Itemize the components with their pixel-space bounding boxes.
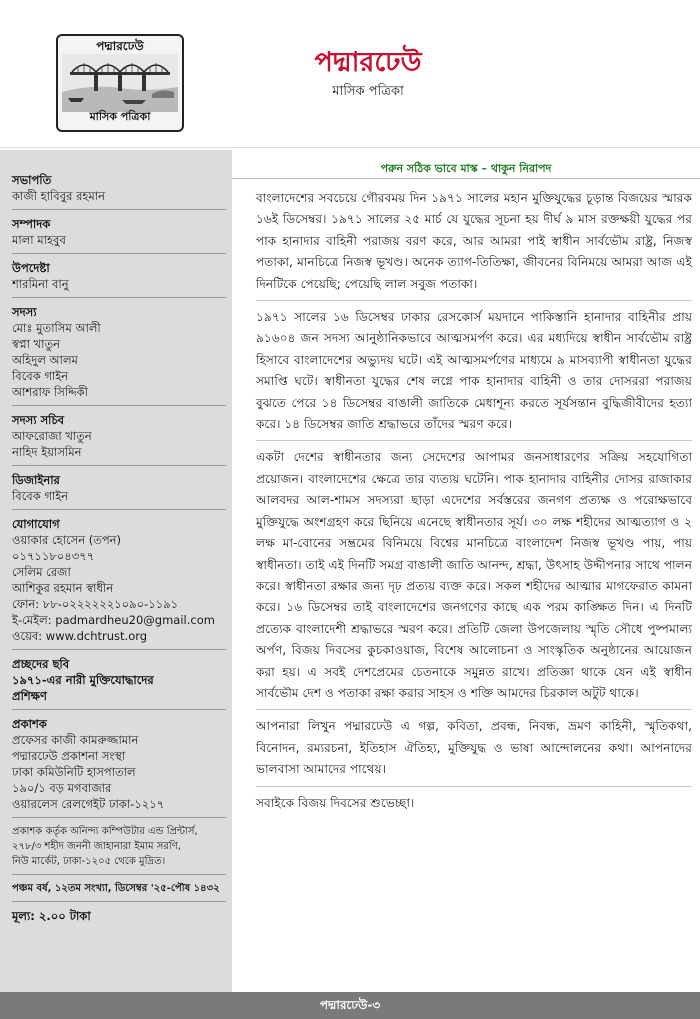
paragraph-divider	[256, 300, 692, 301]
magazine-title: পদ্মারঢেউ	[314, 47, 422, 78]
price: মূল্য: ২.০০ টাকা	[12, 909, 91, 923]
secretary-name: নাহিদ ইয়াসমিন	[12, 445, 82, 459]
paragraph-divider	[256, 786, 692, 787]
logo-title: পদ্মারঢেউ	[96, 39, 144, 53]
member-name: অহিদুল আলম	[12, 353, 78, 367]
mask-slogan: পরুন সঠিক ভাবে মাস্ক – থাকুন নিরাপদ	[380, 162, 552, 175]
sidebar-divider	[12, 509, 226, 510]
editorial-sidebar	[0, 150, 232, 992]
article-paragraph: বাংলাদেশের সবচেয়ে গৌরবময় দিন ১৯৭১ সালের মহান মুক্তিযুদ্ধের চূড়ান্ত বিজয়ের স্মারক ১৬ই ডিসেম্বর। ১৯৭১ সালের ২৫ মার্চ যে যুদ্ধের সূচনা হয় দীর্ঘ ৯ মাস রক্তক্ষয়ী যুদ্ধের পর পাক হানাদার বাহিনী পরাজয় বরণ করে, আর আমরা পাই স্বাধীন সার্বভৌম রাষ্ট্র, নিজস্ব পতাকা, মানচিত্রে নিজস্ব ভূখণ্ড। অনেক ত্যাগ-তিতিক্ষা, জীবনের বিনিময়ে আমরা আজ এই দিনটিকে পেয়েছি; পেয়েছি লাল সবুজ পতাকা।	[256, 191, 692, 291]
secretary-name: আফরোজা খাতুন	[12, 429, 92, 443]
article-paragraph: ১৯৭১ সালের ১৬ ডিসেম্বর ঢাকার রেসকোর্স ময়দানে পাকিস্তানি হানাদার বাহিনীর প্রায় ৯১৬০৪ জন সদস্য আনুষ্ঠানিকভাবে আত্মসমর্পণ করে। এর মধ্যদিয়ে স্বাধীন সার্বভৌম রাষ্ট্র হিসাবে বাংলাদেশের অভ্যুদয় ঘটে। এই আত্মসমর্পণের মাধ্যমে ৯ মাসব্যাপী স্বাধীনতা যুদ্ধের সমাপ্তি ঘটে। স্বাধীনতা যুদ্ধের শেষ লগ্নে পাক হানাদার বাহিনী ও তার দোসররা পরাজয় বুঝতে পেরে ১৪ ডিসেম্বর বাঙালী জাতিকে মেধাশূন্য করতে সূর্যসন্তান বুদ্ধিজীবীদের হত্যা করে। ১৪ ডিসেম্বর জাতি শ্রদ্ধাভরে তাঁদের স্মরণ করে।	[256, 310, 692, 432]
editorial-main	[232, 150, 700, 992]
paragraph-divider	[256, 440, 692, 441]
sidebar-divider	[12, 649, 226, 650]
contact-label: যোগাযোগ	[12, 517, 60, 531]
paragraph-divider	[256, 709, 692, 710]
cover-label: প্রচ্ছদের ছবি	[12, 657, 70, 671]
advisor-name: শারমিনা বানু	[12, 277, 69, 291]
article-closing: সবাইকে বিজয় দিবসের শুভেচ্ছা।	[256, 795, 415, 810]
member-name: আশরাফ সিদ্দিকী	[12, 385, 88, 399]
publisher-line: ওয়ারলেস রেলগেইট ঢাকা-১২১৭	[12, 797, 165, 811]
contact-phone: ফোন: ৮৮-০২২২২২২১০৯০-১১৯১	[12, 597, 179, 611]
article-paragraph: একটা দেশের স্বাধীনতার জন্য সেদেশের আপামর জনসাধারণের সক্রিয় সহযোগিতা প্রয়োজন। বাংলাদেশের ক্ষেত্রে তার ব্যত্যয় ঘটেনি। পাক হানাদার বাহিনীর দোসর রাজাকার আলবদর আল-শামস সদস্যরা ছাড়া এদেশের সর্বস্তরের জনগণ প্রত্যক্ষ ও পরোক্ষভাবে মুক্তিযুদ্ধে অংশগ্রহণ করে ছিনিয়ে এনেছে স্বাধীনতার সূর্য। ৩০ লক্ষ শহীদের আত্মত্যাগ ও ২ লক্ষ মা-বোনের সম্ভ্রমের বিনিময়ে বিশ্বের মানচিত্রে বাংলাদেশ নিজস্ব ভূখণ্ড পায়, পায় স্বাধীনতা। তাই এই দিনটি সমগ্র বাঙালী জাতি আনন্দ, শ্রদ্ধা, উৎসাহ উদ্দীপনার সাথে পালন করে। স্বাধীনতা রক্ষার জন্য দৃঢ় প্রত্যয় ব্যক্ত করে। সকল শহীদের আত্মার মাগফেরাত কামনা করে। ১৬ ডিসেম্বর তাই বাংলাদেশের জনগণের কাছে এক পরম কাঙ্ক্ষিত দিন। এ দিনটি প্রত্যেক বাংলাদেশী শ্রদ্ধাভরে স্মরণ করে। প্রতিটি জেলা উপজেলায় স্মৃতি সৌধে পুষ্পমাল্য অর্পণ, বিজয় দিবসের কুচকাওয়াজ, বিশেষ আলোচনা ও সাংস্কৃতিক অনুষ্ঠানের আয়োজন করা হয়। এ সবই দেশপ্রেমের চেতনাকে সমুন্নত রাখে। প্রতিজ্ঞা থাকে যেন এই স্বাধীন সার্বভৌম দেশ ও পতাকা রক্ষা করার সাহস ও শক্তি আমদের চিরকাল অটুট থাকে।	[256, 450, 692, 700]
publisher-line: পদ্মারঢেউ প্রকাশনা সংস্থা	[12, 749, 126, 763]
member-name: স্বপ্না খাতুন	[12, 337, 60, 351]
member-name: বিবেক গাইন	[12, 369, 69, 383]
editor-name: মালা মাহবুব	[12, 233, 66, 247]
president-label: সভাপতি	[12, 173, 52, 187]
sidebar-divider	[12, 465, 226, 466]
sidebar-divider	[12, 709, 226, 710]
sidebar-divider	[12, 209, 226, 210]
secretary-label: সদস্য সচিব	[12, 413, 65, 427]
contact-email: ই-মেইল: padmardheu20@gmail.com	[12, 613, 215, 627]
masthead	[0, 0, 700, 150]
designer-label: ডিজাইনার	[12, 473, 60, 487]
cover-caption: ১৯৭১-এর নারী মুক্তিযোদ্ধাদের	[12, 673, 154, 687]
publisher-line: ঢাকা কমিউনিটি হাসপাতাল	[12, 765, 136, 779]
cover-caption: প্রশিক্ষণ	[12, 689, 47, 703]
article-paragraph: আপনারা লিখুন পদ্মারঢেউ এ গল্প, কবিতা, প্রবন্ধ, নিবন্ধ, ভ্রমণ কাহিনী, স্মৃতিকথা, বিনোদন, রম্যরচনা, ইতিহাস ঐতিহ্য, মুক্তিযুদ্ধ ও ভাষা আন্দোলনের কথা। আপনাদের ভালবাসা আমাদের পাথেয়।	[256, 719, 692, 777]
issue-info: পঞ্চম বর্ষ, ১২তম সংখ্যা, ডিসেম্বর '২৫-পৌষ ১৪৩২	[12, 883, 220, 894]
contact-line: ওয়াকার হোসেন (তপন)	[12, 533, 121, 547]
contact-line: সেলিম রেজা	[12, 565, 71, 579]
member-name: মোঃ মুতাসিম আলী	[12, 321, 101, 335]
header-divider	[0, 147, 700, 148]
publisher-line: প্রফেসর কাজী কামরুজ্জামান	[12, 733, 139, 747]
printer-line: নিউ মার্কেট, ঢাকা-১২০৫ থেকে মুদ্রিত।	[12, 856, 166, 867]
sidebar-divider	[12, 874, 226, 875]
president-name: কাজী হাবিবুর রহমান	[12, 189, 106, 203]
bridge-illustration	[62, 54, 178, 112]
publisher-label: প্রকাশক	[12, 717, 47, 731]
magazine-logo	[56, 34, 184, 132]
page-footer	[0, 992, 700, 1019]
page-number-label: পদ্মারঢেউ-৩	[319, 998, 381, 1012]
editor-label: সম্পাদক	[12, 217, 51, 231]
sidebar-divider	[12, 253, 226, 254]
contact-line: ০১৭১১৮০৪৩৭৭	[12, 549, 95, 563]
advisor-label: উপদেষ্টা	[12, 261, 50, 275]
contact-web: ওয়েব: www.dchtrust.org	[12, 629, 148, 643]
contact-line: আশিকুর রহমান স্বাধীন	[12, 581, 114, 595]
logo-subtitle: মাসিক পত্রিকা	[89, 110, 151, 123]
printer-line: ২৭৮/৩ শহীদ জননী জাহানারা ইমাম সরণি,	[12, 841, 181, 852]
sidebar-divider	[12, 297, 226, 298]
sidebar-divider	[12, 817, 226, 818]
publisher-line: ১৯০/১ বড় মগবাজার	[12, 781, 112, 795]
editorial-article	[256, 188, 692, 814]
designer-name: বিবেক গাইন	[12, 489, 69, 503]
members-label: সদস্য	[12, 305, 37, 319]
magazine-subtitle: মাসিক পত্রিকা	[332, 84, 404, 99]
printer-line: প্রকাশক কর্তৃক অনিন্দ্য কম্পিউটার এন্ড প্রিন্টার্স,	[12, 826, 198, 837]
slogan-divider	[232, 178, 700, 179]
sidebar-divider	[12, 405, 226, 406]
sidebar-divider	[12, 901, 226, 902]
